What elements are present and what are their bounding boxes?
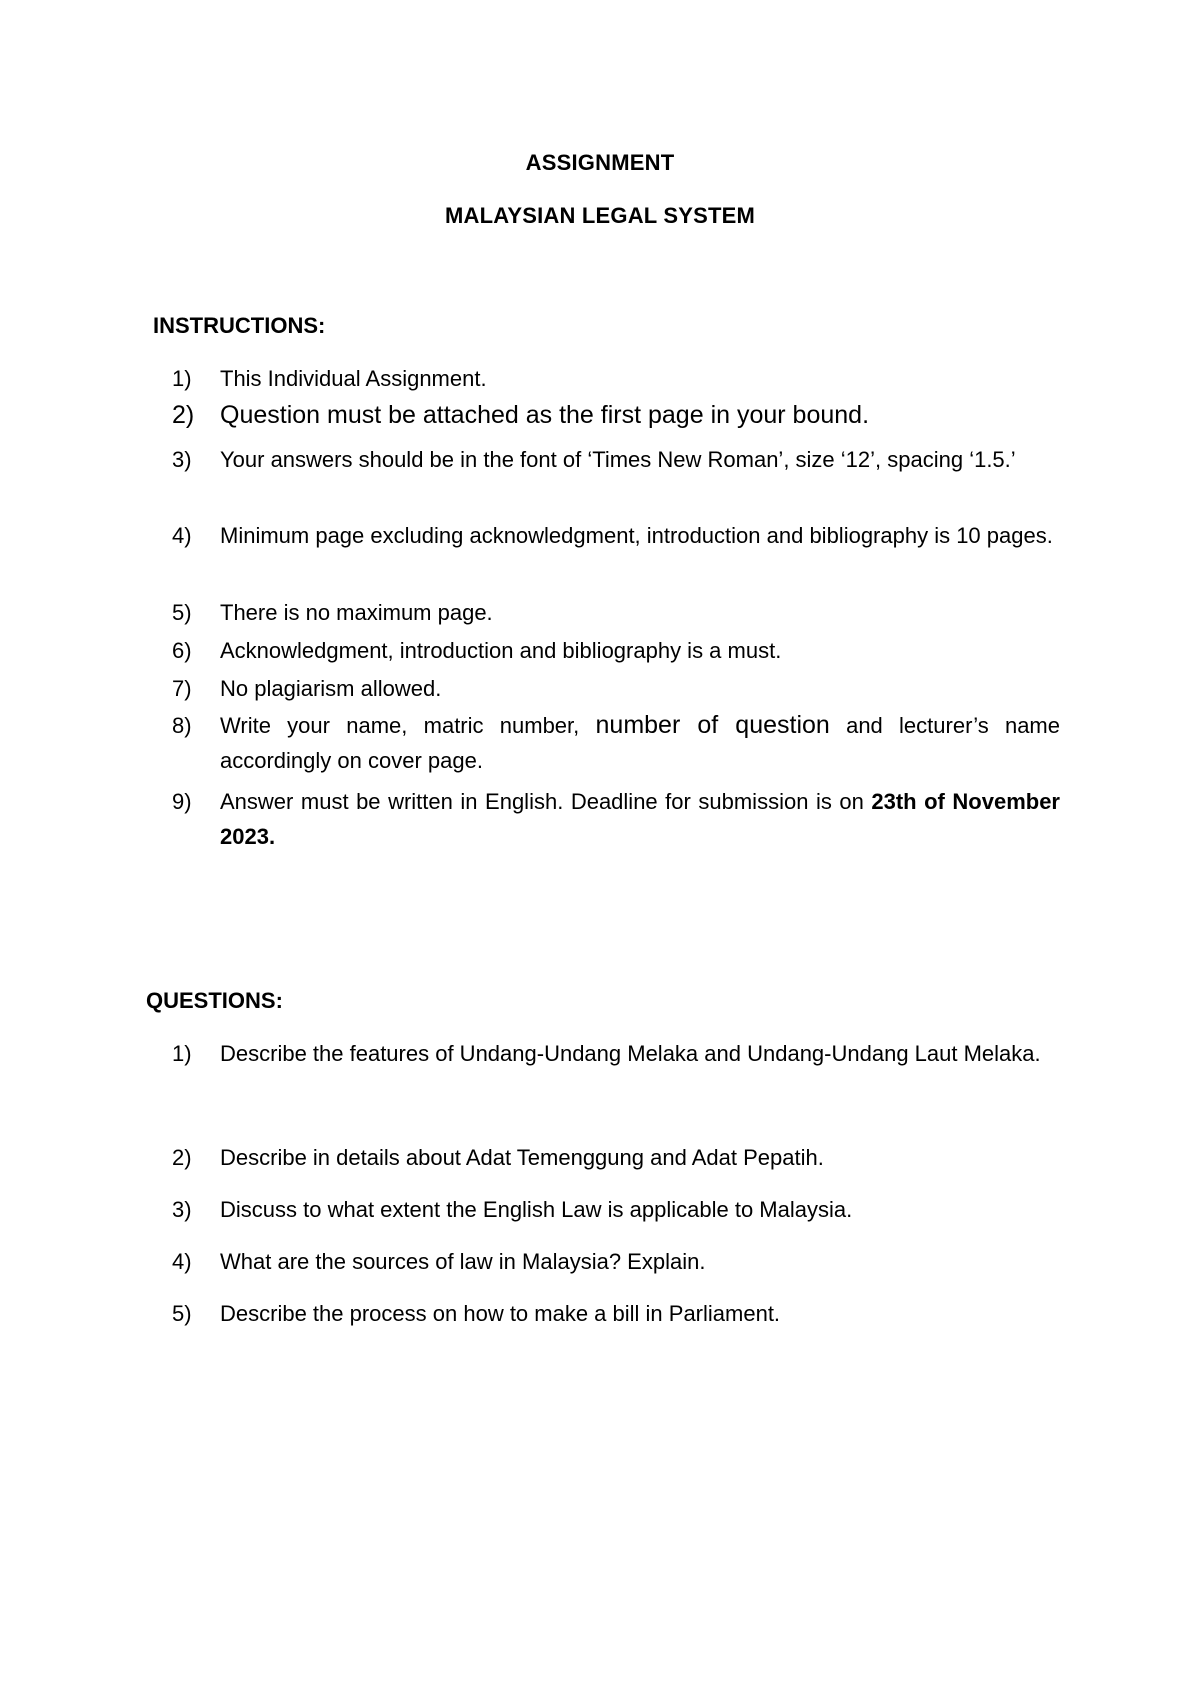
instruction-number: 8) <box>172 713 192 738</box>
question-number: 1) <box>172 1041 192 1066</box>
instruction-item <box>172 784 1060 854</box>
question-text: Describe in details about Adat Temenggung and Adat Pepatih. <box>220 1145 824 1170</box>
instruction-text: Your answers should be in the font of ‘Times New Roman’, size ‘12’, spacing ‘1.5.’ <box>220 447 1016 472</box>
question-text: What are the sources of law in Malaysia? Explain. <box>220 1249 706 1274</box>
question-number: 5) <box>172 1301 192 1326</box>
instructions-heading: INSTRUCTIONS: <box>153 313 326 338</box>
instruction-number: 7) <box>172 676 192 701</box>
question-text: Describe the features of Undang-Undang Melaka and Undang-Undang Laut Melaka. <box>220 1041 1041 1066</box>
question-item <box>172 1236 1060 1288</box>
instruction-number: 3) <box>172 447 192 472</box>
question-item <box>172 1184 1060 1236</box>
instruction-text-part: Answer must be written in English. Deadline for submission is on <box>220 789 872 814</box>
instruction-text <box>220 784 1060 854</box>
instruction-item <box>172 708 1060 778</box>
instruction-text <box>220 708 1060 778</box>
question-item <box>172 1028 1060 1080</box>
instruction-text-part: and lecturer’s name accordingly on cover page. <box>220 713 1060 773</box>
instruction-text-part: Write your name, matric number, <box>220 713 596 738</box>
instruction-item <box>172 518 1060 553</box>
question-number: 4) <box>172 1249 192 1274</box>
questions-heading: QUESTIONS: <box>146 988 283 1013</box>
instruction-item <box>172 633 1060 668</box>
instruction-text-emphasis: number of question <box>595 711 830 739</box>
instruction-text: This Individual Assignment. <box>220 366 487 391</box>
question-item <box>172 1132 1060 1184</box>
instruction-number: 4) <box>172 523 192 548</box>
instruction-text: Minimum page excluding acknowledgment, introduction and bibliography is 10 pages. <box>220 523 1053 548</box>
instruction-number: 9) <box>172 789 192 814</box>
instruction-number: 5) <box>172 600 192 625</box>
deadline-date: 23th of November 2023. <box>220 789 1060 849</box>
instruction-number: 6) <box>172 638 192 663</box>
instruction-item <box>172 396 1060 434</box>
instruction-item <box>172 442 1060 477</box>
instruction-item <box>172 595 1060 630</box>
instruction-number: 2) <box>172 401 195 429</box>
instruction-item <box>172 361 1060 396</box>
instruction-item <box>172 671 1060 706</box>
instruction-number: 1) <box>172 366 192 391</box>
question-item <box>172 1288 1060 1340</box>
document-title: ASSIGNMENT <box>525 150 675 175</box>
question-text: Discuss to what extent the English Law is applicable to Malaysia. <box>220 1197 853 1222</box>
instruction-text: Question must be attached as the first page in your bound. <box>220 401 870 429</box>
question-number: 2) <box>172 1145 192 1170</box>
question-text: Describe the process on how to make a bill in Parliament. <box>220 1301 781 1326</box>
document-subtitle: MALAYSIAN LEGAL SYSTEM <box>445 203 755 228</box>
instruction-text: No plagiarism allowed. <box>220 676 442 701</box>
instruction-text: There is no maximum page. <box>220 600 493 625</box>
instruction-text: Acknowledgment, introduction and bibliography is a must. <box>220 638 782 663</box>
question-number: 3) <box>172 1197 192 1222</box>
